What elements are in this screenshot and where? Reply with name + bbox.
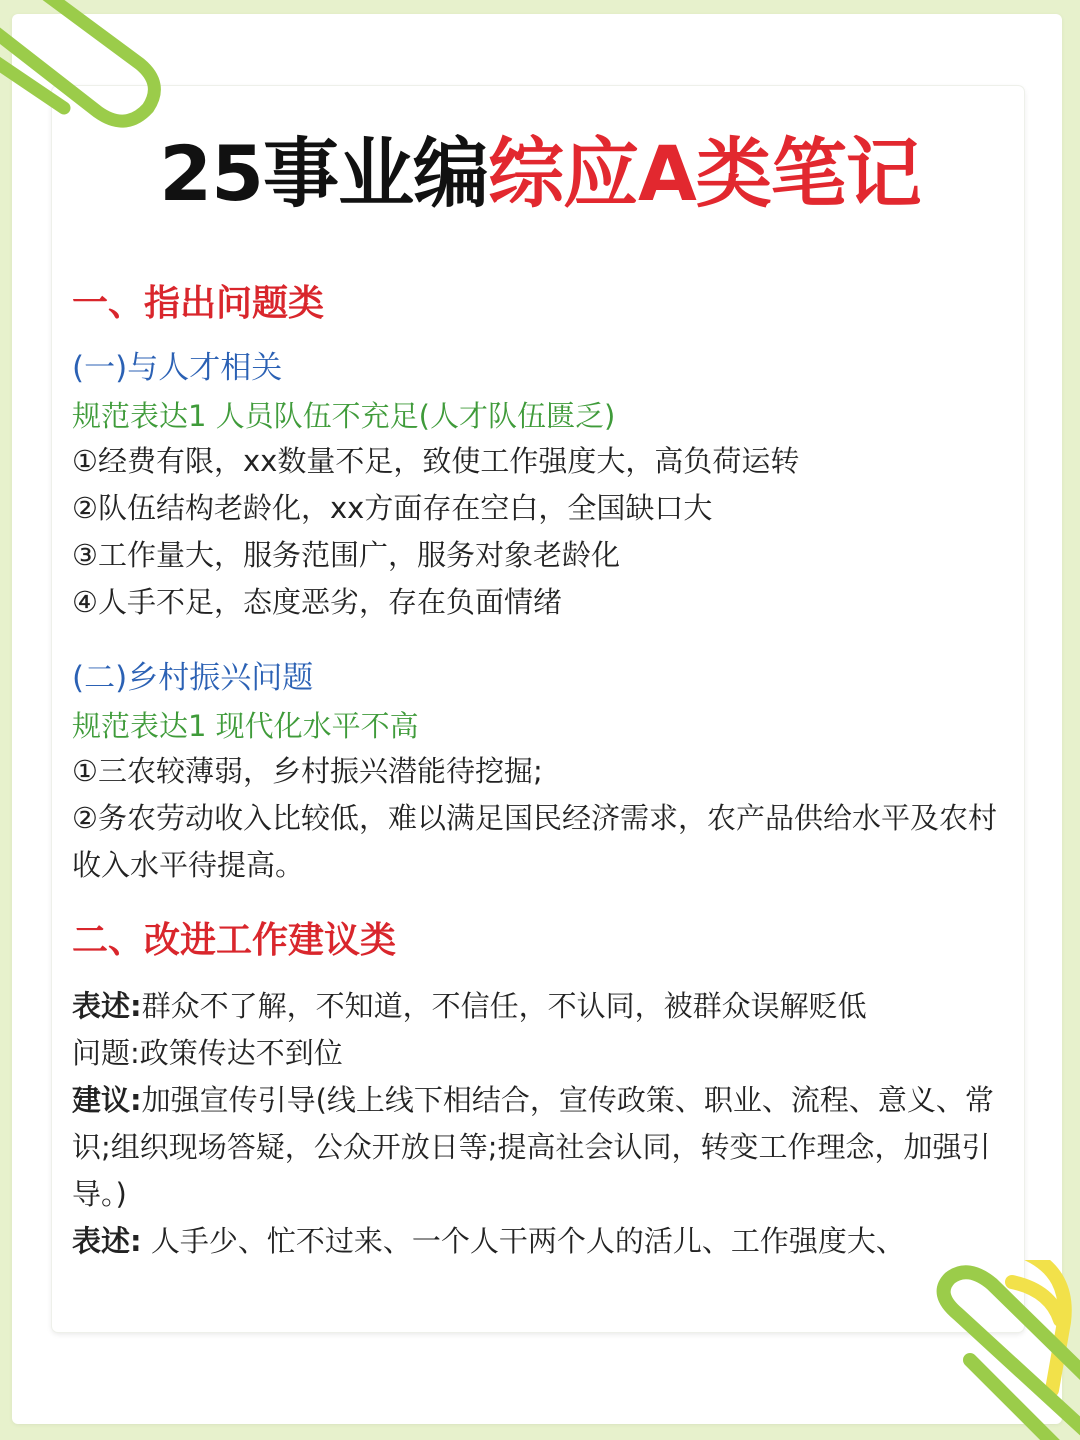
- list-item: ④人手不足，态度恶劣，存在负面情绪: [72, 585, 562, 619]
- page-title: [0, 129, 1080, 218]
- statement-line: [72, 1218, 1017, 1265]
- list-item: ②队伍结构老龄化，xx方面存在空白，全国缺口大: [72, 491, 713, 525]
- paperclip-bottom-right-icon: [900, 1260, 1080, 1440]
- line-label: 表述:: [72, 1224, 142, 1258]
- paperclip-top-left-icon: [0, 0, 190, 140]
- statement-line: [72, 1030, 1017, 1077]
- title-prefix: 25事业编: [159, 129, 488, 218]
- section1-sub2-expression: 规范表达1 现代化水平不高: [72, 709, 419, 743]
- statement-line: [72, 1077, 1017, 1218]
- statement-line: [72, 983, 1017, 1030]
- section1-sub2-heading: (二)乡村振兴问题: [72, 660, 314, 696]
- line-label: 表述:: [72, 989, 142, 1023]
- section1-heading: 一、指出问题类: [72, 283, 325, 324]
- list-item: ③工作量大，服务范围广，服务对象老龄化: [72, 538, 620, 572]
- list-item: ②务农劳动收入比较低，难以满足国民经济需求，农产品供给水平及农村收入水平待提高。: [72, 801, 997, 882]
- section1-sub1-expression: 规范表达1 人员队伍不充足(人才队伍匮乏): [72, 399, 616, 433]
- line-label: 建议:: [72, 1083, 142, 1117]
- line-text: 人手少、忙不过来、一个人干两个人的活儿、工作强度大、: [141, 1224, 905, 1258]
- line-text: 问题:政策传达不到位: [72, 1036, 343, 1070]
- list-item: ①三农较薄弱，乡村振兴潜能待挖掘;: [72, 754, 543, 788]
- section1-sub1-heading: (一)与人才相关: [72, 350, 283, 386]
- note-content: [72, 282, 1017, 1265]
- line-text: 加强宣传引导(线上线下相结合，宣传政策、职业、流程、意义、常识;组织现场答疑，公众开放日等;提高社会认同，转变工作理念，加强引导。): [72, 1083, 994, 1211]
- title-highlight: 综应A类笔记: [487, 129, 921, 218]
- list-item: ①经费有限，xx数量不足，致使工作强度大，高负荷运转: [72, 444, 800, 478]
- section2-heading: 二、改进工作建议类: [72, 920, 397, 961]
- line-text: 群众不了解，不知道，不信任，不认同，被群众误解贬低: [141, 989, 867, 1023]
